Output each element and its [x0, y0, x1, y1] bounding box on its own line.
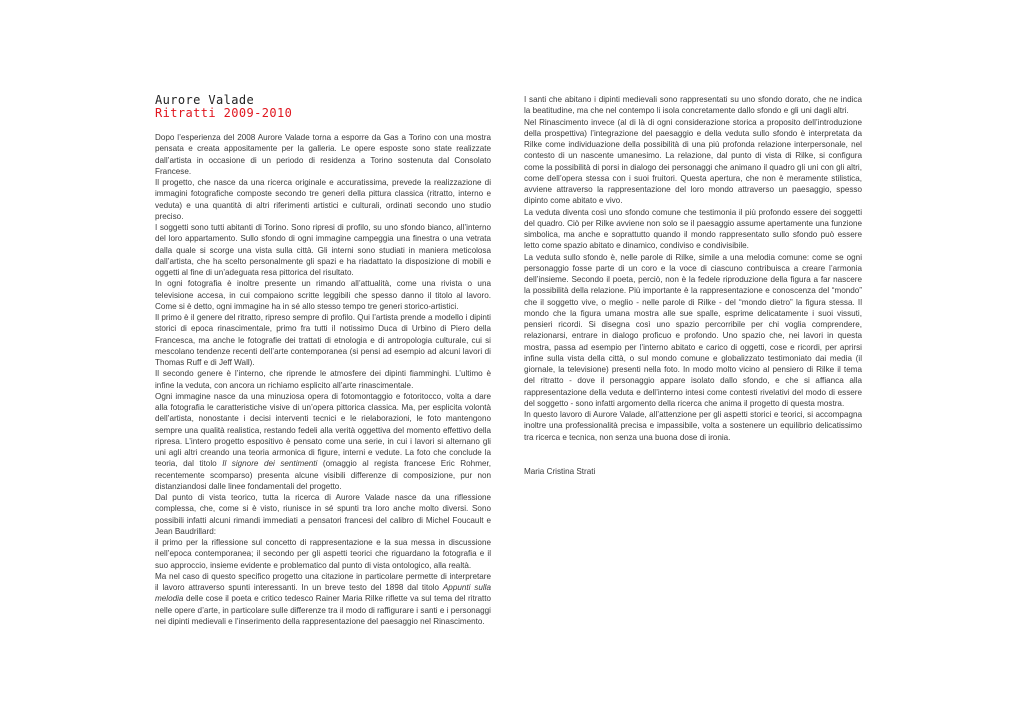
paragraph-text: delle cose il poeta e critico tedesco Rainer Maria Rilke riflette va sul tema del ritratto nelle opere d’arte, in particolare sulle differenze tra il modo di raffigurare i santi e i personaggi nei dipinti medievali e l’inserimento della rappresentazione del paesaggio nel Rinascimento. [155, 594, 491, 626]
paragraph: Dopo l’esperienza del 2008 Aurore Valade torna a esporre da Gas a Torino con una mostra pensata e creata appositamente per la galleria. Le opere esposte sono state realizzate dall’artista in occasione di un periodo di residenza a Torino sostenuta dal Consolato Francese. [155, 133, 491, 176]
paragraph: In ogni fotografia è inoltre presente un rimando all’attualità, come una rivista o una televisione accesa, in cui compaiono scritte leggibili che spesso danno il titolo al lavoro. Come si è detto, ogni immagine ha in sé allo stesso tempo tre generi storico-artistici. [155, 279, 491, 311]
paragraph: il primo per la riflessione sul concetto di rappresentazione e la sua messa in discussione nell’epoca contemporanea; il secondo per gli aspetti teorici che riguardano la fotografia e il suo approccio, insieme evidente e problematico dal punto di vista ontologico, alla realtà. [155, 538, 491, 570]
paragraph: La veduta sullo sfondo è, nelle parole di Rilke, simile a una melodia comune: come se ogni personaggio fosse parte di un coro e la voce di ciascuno contribuisca a creare l’armonia dell’insieme. Secondo il poeta, perciò, non è la fedele riproduzione della figura a far nascere la possibilità della relazione. Più importante è la rappresentazione e conoscenza del “mondo” che il soggetto vive, o meglio - nelle parole di Rilke - del “mondo dietro” la figura stessa. Il mondo che la figura umana mostra alle sue spalle, esprime delicatamente i suoi vissuti, pensieri ricordi. Si disegna così uno spazio percorribile per chi voglia comprendere, relazionarsi, entrare in dialogo proficuo e profondo. Uno spazio che, nei lavori in questa mostra, passa ad esempio per l’interno abitato e carico di oggetti, cose e ricordi, per aprirsi infine sulla vista della città, o sul mondo comune e globalizzato testimoniato dai media (il giornale, la televisione) presenti nella foto. In modo molto vicino al pensiero di Rilke il tema del ritratto - dove il personaggio appare isolato dallo sfondo, e che si affianca alla rappresentazione della veduta e dell’interno intesi come contesti rivelativi del modo di essere del soggetto - sono infatti argomento della ricerca che anima il progetto di questa mostra. [524, 252, 862, 408]
paragraph: Dal punto di vista teorico, tutta la ricerca di Aurore Valade nasce da una riflessione complessa, che, come si è visto, riunisce in sé spunti tra loro anche molto diversi. Sono possibili infatti alcuni rimandi immediati a pensatori francesi del calibro di Michel Foucault e Jean Baudrillard: [155, 493, 491, 536]
paragraph: Il progetto, che nasce da una ricerca originale e accuratissima, prevede la realizzazione di immagini fotografiche composte secondo tre generi della pittura classica (ritratto, interno e veduta) e una quantità di altri riferimenti artistici e culturali, ordinati secondo uno studio preciso. [155, 178, 491, 221]
paragraph: Il primo è il genere del ritratto, ripreso sempre di profilo. Qui l’artista prende a modello i dipinti storici di epoca rinascimentale, primo fra tutti il notissimo Duca di Urbino di Piero della Francesca, ma anche le fotografie dei trattati di etnologia e di antropologia culturale, cui si mescolano tendenze recenti dell’arte contemporanea (si pensi ad esempio ad alcuni lavori di Thomas Ruff e di Jeff Wall). [155, 313, 491, 367]
paragraph: I soggetti sono tutti abitanti di Torino. Sono ripresi di profilo, su uno sfondo bianco, all’interno del loro appartamento. Sullo sfondo di ogni immagine campeggia una finestra o una vetrata dalla quale si scorge una vista sulla città. Gli interni sono studiati in maniera meticolosa dall’artista, che ha scelto personalmente gli spazi e ha riadattato la disposizione di mobili e oggetti al fine di un’adeguata resa pittorica del risultato. [155, 223, 491, 277]
title-block [155, 94, 491, 120]
paragraph: Nel Rinascimento invece (al di là di ogni considerazione storica a proposito dell’introduzione della prospettiva) l’integrazione del paesaggio e della veduta sullo sfondo è interpretata da Rilke come individuazione della possibilità di una più profonda relazione interpersonale, nel contesto di un nascente umanesimo. La relazione, dal punto di vista di Rilke, si configura come la possibilità di porsi in dialogo dei personaggi che animano il quadro gli uni con gli altri, come dell’opera stessa con i suoi fruitori. Questa apertura, che non è meramente stilistica, avviene attraverso la rappresentazione del loro mondo attraverso un paesaggio, spesso dipinto come abitato e vivo. [524, 117, 862, 206]
author-signature: Maria Cristina Strati [524, 466, 596, 476]
paragraph-text: Ma nel caso di questo specifico progetto una citazione in particolare permette di interpretare il lavoro attraverso spunti interessanti. In un breve testo del 1898 dal titolo [155, 571, 491, 592]
paragraph [155, 571, 491, 627]
work-title-italic: Appunti sulla melodia [155, 583, 491, 604]
right-column [524, 94, 862, 477]
paragraph: I santi che abitano i dipinti medievali sono rappresentati su uno sfondo dorato, che ne indica la beatitudine, ma che nel contempo li isola concretamente dallo sfondo e gli uni dagli altri. [524, 95, 862, 116]
paragraph-text: (omaggio al regista francese Eric Rohmer, recentemente scomparso) presenta alcune visibili differenze di composizione, pur non distanziandosi dalle linee fondamentali del progetto. [155, 459, 492, 491]
paragraph [155, 391, 491, 492]
left-column [155, 94, 491, 627]
paragraph: Il secondo genere è l’interno, che riprende le atmosfere dei dipinti fiamminghi. L’ultimo è infine la veduta, con ancora un richiamo esplicito all’arte rinascimentale. [155, 369, 491, 390]
paragraph-text: Ogni immagine nasce da una minuziosa opera di fotomontaggio e fotoritocco, volta a dare alla fotografia le caratteristiche visive di un’opera pittorica classica. Ma, per esplicita volontà dell’artista, nonostante i decisi interventi tecnici e le rielaborazioni, le foto mantengono sempre una qualità realistica, restando fedeli alla verità oggettiva del momento effettivo della ripresa. L’intero progetto espositivo è pensato come una serie, in cui i lavori si alternano gli uni agli altri creando una teoria armonica di figure, interni e vedute. La foto che conclude la teoria, dal titolo [155, 391, 491, 469]
paragraph: La veduta diventa così uno sfondo comune che testimonia il più profondo essere dei soggetti del quadro. Ciò per Rilke avviene non solo se il paesaggio assume apertamente una funzione simbolica, ma anche e soprattutto quando il mondo rappresentato sullo sfondo può essere letto come spazio abitato e dinamico, condiviso e condivisibile. [524, 207, 862, 251]
paragraph: In questo lavoro di Aurore Valade, all’attenzione per gli aspetti storici e teorici, si accompagna inoltre una professionalità precisa e impassibile, volta a sostenere un equilibrio delicatissimo tra ricerca e tecnica, non senza una buona dose di ironia. [524, 410, 862, 442]
artist-name: Aurore Valade [155, 93, 255, 107]
work-title-italic: Il signore dei sentimenti [222, 459, 318, 469]
series-title: Ritratti 2009-2010 [155, 106, 293, 120]
